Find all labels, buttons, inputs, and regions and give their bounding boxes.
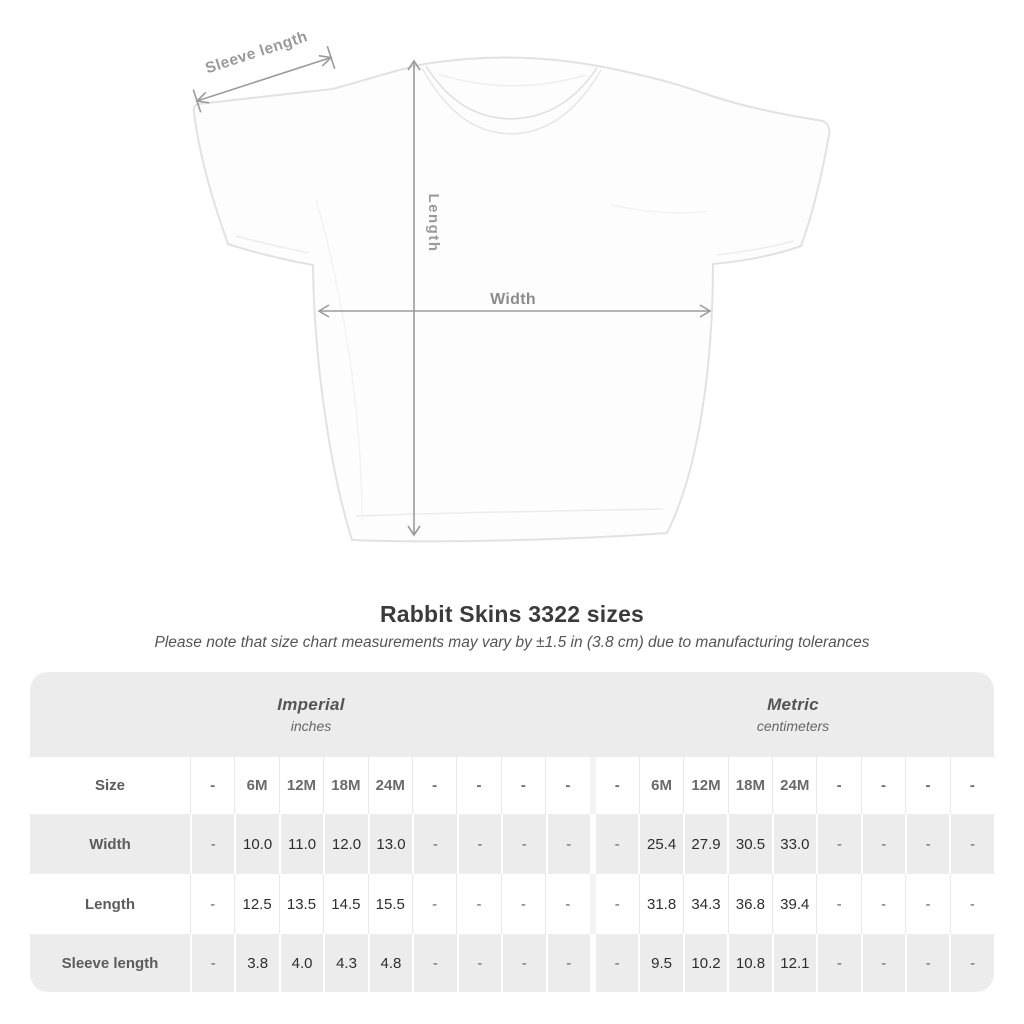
table-cell: - <box>501 934 545 992</box>
table-cell: 3.8 <box>234 934 278 992</box>
table-cell: - <box>590 757 639 814</box>
table-cell: 9.5 <box>638 934 682 992</box>
table-cell: - <box>546 814 590 874</box>
table-cell: - <box>816 757 860 814</box>
table-cell: 27.9 <box>683 814 727 874</box>
row-label: Width <box>89 835 131 853</box>
imperial-title: Imperial <box>277 695 345 714</box>
size-chart-table <box>30 672 994 992</box>
table-cell: 24M <box>772 757 816 814</box>
table-cell: 10.2 <box>683 934 727 992</box>
table-cell: 34.3 <box>683 874 727 934</box>
table-cell: - <box>190 757 234 814</box>
table-cell: 10.0 <box>234 814 278 874</box>
table-row-width <box>30 814 994 874</box>
table-cell: 25.4 <box>638 814 682 874</box>
table-cell: 12.5 <box>234 874 278 934</box>
metric-header <box>592 672 994 757</box>
table-cell: - <box>816 874 860 934</box>
table-cell: - <box>950 874 994 934</box>
table-cell: 6M <box>234 757 278 814</box>
tolerance-note: Please note that size chart measurements may vary by ±1.5 in (3.8 cm) due to manufacturing tolerances <box>154 634 870 651</box>
table-cell: 30.5 <box>727 814 771 874</box>
table-cell: 12M <box>279 757 323 814</box>
metric-unit: centimeters <box>756 718 830 734</box>
table-cell: - <box>412 874 456 934</box>
table-cell: - <box>861 874 905 934</box>
table-cell: - <box>590 874 639 934</box>
table-cell: 15.5 <box>368 874 412 934</box>
table-cell: 24M <box>368 757 412 814</box>
table-cell: - <box>949 934 993 992</box>
table-cell: 4.0 <box>279 934 323 992</box>
table-cell: 39.4 <box>772 874 816 934</box>
length-label: Length <box>425 193 442 253</box>
table-cell: 12.0 <box>323 814 367 874</box>
table-cell: - <box>861 934 905 992</box>
table-cell: 6M <box>639 757 683 814</box>
table-cell: - <box>501 757 545 814</box>
sleeve-length-label: Sleeve length <box>203 28 310 78</box>
table-cell: - <box>412 814 456 874</box>
table-cell: 14.5 <box>323 874 367 934</box>
table-cell: 18M <box>728 757 772 814</box>
table-cell: - <box>905 874 949 934</box>
table-cell: - <box>457 934 501 992</box>
table-cell: - <box>905 934 949 992</box>
row-label: Size <box>94 777 125 794</box>
table-cell: - <box>545 874 589 934</box>
table-cell: - <box>590 814 638 874</box>
imperial-header <box>30 672 592 757</box>
table-cell: - <box>190 874 234 934</box>
table-cell: - <box>861 757 905 814</box>
table-row-size <box>30 757 994 814</box>
table-cell: 13.0 <box>368 814 412 874</box>
table-cell: 33.0 <box>772 814 816 874</box>
table-cell: - <box>905 814 949 874</box>
table-row-length <box>30 874 994 934</box>
table-cell: - <box>950 757 994 814</box>
imperial-unit: inches <box>290 718 332 734</box>
table-cell: - <box>501 814 545 874</box>
row-label: Length <box>85 895 135 913</box>
table-cell: - <box>190 934 234 992</box>
table-cell: - <box>590 934 638 992</box>
table-cell: - <box>905 757 949 814</box>
metric-title: Metric <box>767 695 819 714</box>
table-cell: - <box>456 874 500 934</box>
table-cell: - <box>546 934 590 992</box>
width-label: Width <box>490 291 536 308</box>
table-cell: 36.8 <box>728 874 772 934</box>
table-cell: 31.8 <box>639 874 683 934</box>
table-cell: - <box>949 814 993 874</box>
table-cell: 12M <box>683 757 727 814</box>
table-cell: 4.8 <box>368 934 412 992</box>
page-title: Rabbit Skins 3322 sizes <box>379 601 645 627</box>
table-cell: - <box>190 814 234 874</box>
table-row-sleeve-length <box>30 934 994 992</box>
table-cell: - <box>816 934 860 992</box>
table-cell: 4.3 <box>323 934 367 992</box>
unit-group-header <box>30 672 994 757</box>
table-cell: 13.5 <box>279 874 323 934</box>
table-cell: 12.1 <box>772 934 816 992</box>
table-cell: - <box>501 874 545 934</box>
table-cell: - <box>457 814 501 874</box>
row-label: Sleeve length <box>61 954 159 972</box>
table-cell: - <box>456 757 500 814</box>
table-cell: - <box>816 814 860 874</box>
table-cell: 10.8 <box>727 934 771 992</box>
table-cell: - <box>861 814 905 874</box>
table-cell: - <box>412 934 456 992</box>
table-cell: 11.0 <box>279 814 323 874</box>
table-cell: - <box>545 757 589 814</box>
table-cell: 18M <box>323 757 367 814</box>
table-cell: - <box>412 757 456 814</box>
